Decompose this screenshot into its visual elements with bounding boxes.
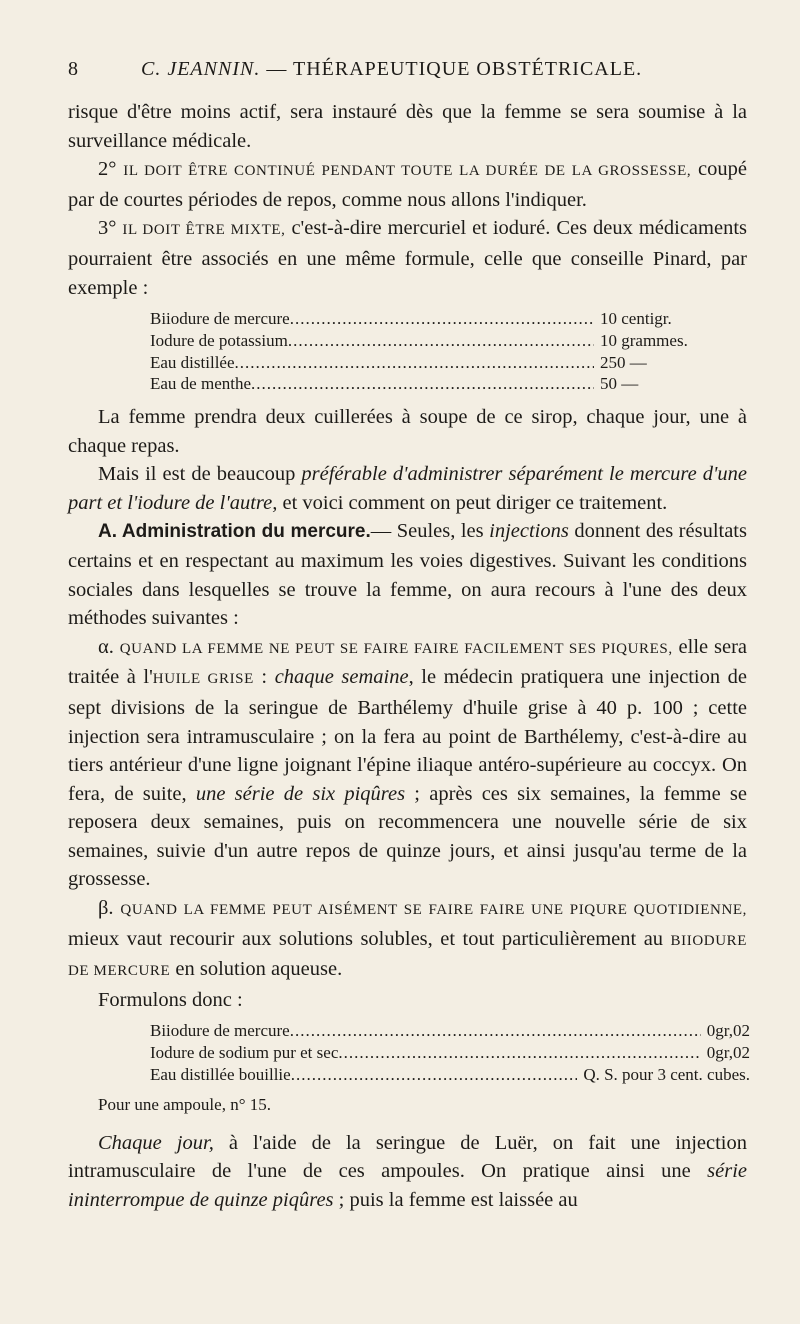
ingredient-name: Biiodure de mercure xyxy=(150,309,290,329)
emphasis-text: Chaque jour, xyxy=(98,1131,214,1154)
item-number: β. xyxy=(98,897,114,920)
paragraph-3 xyxy=(68,214,747,302)
leader-dots xyxy=(288,330,594,352)
formula-row xyxy=(150,1064,750,1086)
section-heading: A. Administration du mercure. xyxy=(98,521,371,543)
small-caps-text: QUAND LA FEMME PEUT AISÉMENT SE FAIRE FAIRE UNE PIQURE QUOTIDIENNE, xyxy=(120,902,747,919)
paragraph-text: ; après ces six semaines, la femme se reposera deux semaines, puis on recommencera une nouvelle série de six semaines, suivie d'un autre repos de quinze jours, et ainsi jusqu'au terme de la grossesse. xyxy=(68,782,747,891)
formula-row xyxy=(150,1020,750,1042)
item-number: 3° xyxy=(98,217,117,240)
paragraph-text: — Seules, les xyxy=(370,520,490,543)
formula-biiodure xyxy=(150,1020,750,1085)
paragraph-1: risque d'être moins actif, sera instauré dès que la femme se sera soumise à la surveillance médicale. xyxy=(68,101,747,152)
formula-row xyxy=(150,308,710,330)
leader-dots xyxy=(290,1020,701,1042)
page-body xyxy=(68,98,750,1214)
paragraph-text: : xyxy=(253,666,275,689)
paragraph-text: et voici comment on peut diriger ce traitement. xyxy=(277,491,668,514)
paragraph-text: c'est-à-dire mercuriel et ioduré. Ces deux médicaments pourraient être associés en une même formule, celle que conseille Pinard, par exemple : xyxy=(68,217,747,299)
leader-dots xyxy=(291,1064,578,1086)
formula-row xyxy=(150,1042,750,1064)
paragraph-text: mieux vaut recourir aux solutions solubles, et tout particulièrement au xyxy=(68,927,671,950)
paragraph-text: coupé par de courtes périodes de repos, comme nous allons l'indiquer. xyxy=(68,158,748,211)
small-caps-text: QUAND LA FEMME NE PEUT SE FAIRE FAIRE FACILEMENT SES PIQURES, xyxy=(119,640,673,657)
emphasis-text: injections xyxy=(489,520,569,543)
paragraph-4: La femme prendra deux cuillerées à soupe de ce sirop, chaque jour, une à chaque repas. xyxy=(68,405,747,457)
formula-row xyxy=(150,352,710,374)
paragraph-5 xyxy=(68,460,747,517)
item-number: 2° xyxy=(98,158,117,181)
paragraph-10 xyxy=(68,1129,747,1215)
leader-dots xyxy=(290,308,594,330)
paragraph-7 xyxy=(68,633,747,894)
paragraph-8 xyxy=(68,894,747,986)
paragraph-text: Mais il est de beaucoup xyxy=(98,463,302,486)
ingredient-quantity: 0gr,02 xyxy=(706,1043,750,1063)
formula-row xyxy=(150,373,710,395)
ingredient-name: Iodure de sodium pur et sec xyxy=(150,1043,339,1063)
item-number: α. xyxy=(98,635,114,658)
emphasis-text: chaque semaine xyxy=(274,666,409,689)
leader-dots xyxy=(235,352,594,374)
emphasis-text: série ininterrompue de quinze piqûres xyxy=(68,1160,747,1211)
paragraph-text: elle sera traitée à l' xyxy=(68,635,748,689)
emphasis-text: une série de six piqûres xyxy=(195,782,406,805)
ingredient-quantity: 10 grammes. xyxy=(600,330,688,350)
header-book-title: THÉRAPEUTIQUE OBSTÉTRICALE. xyxy=(292,58,643,80)
ingredient-name: Biiodure de mercure xyxy=(150,1021,290,1041)
paragraph-text: , le médecin pratiquera une injection de sept divisions de la seringue de Barthélemy d'huile grise à 40 p. 100 ; cette injection sera intramusculaire ; on la fera au point de Barthélemy, c'est-à-dire au tiers antérieur d'une ligne joignant l'épine iliaque antéro-supérieure au coccyx. On fera, de suite, xyxy=(68,666,747,805)
formula-note: Pour une ampoule, n° 15. xyxy=(98,1094,271,1114)
emphasis-text: préférable d'administrer séparément le mercure d'une part et l'iodure de l'autre, xyxy=(68,463,747,514)
small-caps-text: IL DOIT ÊTRE CONTINUÉ PENDANT TOUTE LA DURÉE DE LA GROSSESSE, xyxy=(123,163,692,180)
paragraph-text: donnent des résultats certains et en respectant au maximum les voies digestives. Suivant les conditions sociales dans lesquelles se trouve la femme, on aura recours à l'une des deux méthodes suivantes : xyxy=(68,520,747,630)
ingredient-quantity: 250 — xyxy=(600,352,647,372)
header-separator: — xyxy=(260,58,293,80)
paragraph-text: à l'aide de la seringue de Luër, on fait une injection intramusculaire de l'une de ces ampoules. On pratique ainsi une xyxy=(68,1131,747,1183)
paragraph-text: en solution aqueuse. xyxy=(170,958,343,981)
ingredient-quantity: Q. S. pour 3 cent. cubes. xyxy=(583,1064,750,1084)
ingredient-name: Eau distillée xyxy=(150,352,235,372)
formula-row xyxy=(150,330,710,352)
small-caps-text: HUILE GRISE xyxy=(152,671,254,688)
ingredient-quantity: 50 — xyxy=(600,374,639,394)
leader-dots xyxy=(251,373,594,395)
paragraph-text: ; puis la femme est laissée au xyxy=(333,1188,578,1211)
small-caps-text: BIIODURE DE MERCURE xyxy=(68,932,747,980)
ingredient-quantity: 0gr,02 xyxy=(706,1021,750,1041)
formula-pinard xyxy=(150,308,710,395)
small-caps-text: IL DOIT ÊTRE MIXTE, xyxy=(122,222,286,239)
page-number: 8 xyxy=(68,58,79,80)
paragraph-6 xyxy=(68,517,747,632)
ingredient-quantity: 10 centigr. xyxy=(600,309,672,329)
header-title xyxy=(141,58,642,81)
paragraph-2 xyxy=(68,155,747,214)
ingredient-name: Eau distillée bouillie xyxy=(150,1064,291,1084)
ingredient-name: Iodure de potassium xyxy=(150,330,288,350)
paragraph-9: Formulons donc : xyxy=(98,988,243,1011)
leader-dots xyxy=(338,1042,700,1064)
ingredient-name: Eau de menthe xyxy=(150,374,252,394)
header-author: C. JEANNIN. xyxy=(141,58,261,80)
